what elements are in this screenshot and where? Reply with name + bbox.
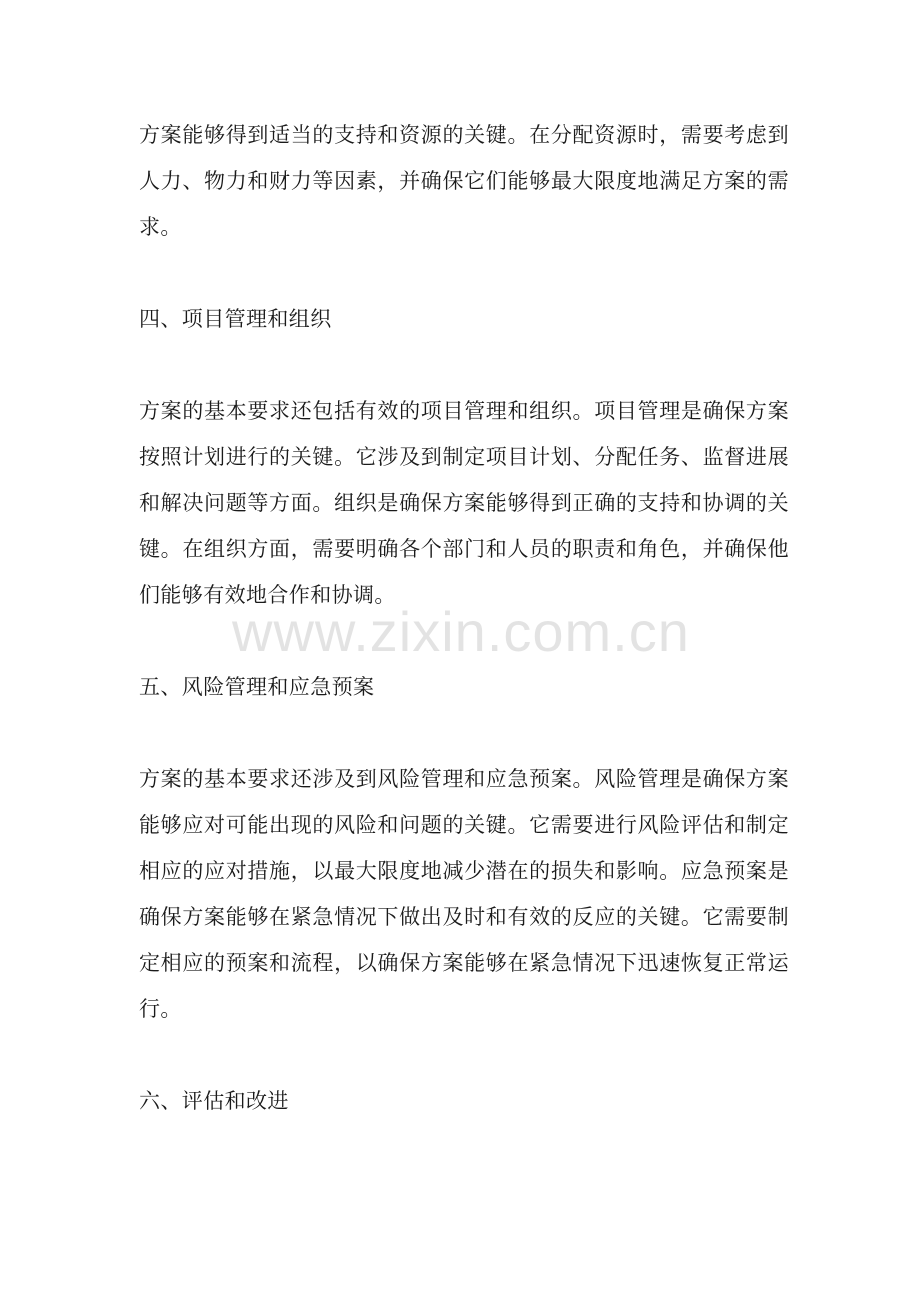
paragraph-spacer	[139, 250, 789, 296]
paragraph-spacer	[139, 710, 789, 756]
section-heading: 四、项目管理和组织	[139, 307, 332, 331]
body-paragraph: 方案能够得到适当的支持和资源的关键。在分配资源时，需要考虑到人力、物力和财力等因素，并确保它们能够最大限度地满足方案的需求。	[139, 123, 789, 239]
paragraph-spacer	[139, 1032, 789, 1078]
paragraph-spacer	[139, 618, 789, 664]
paragraph-spacer	[139, 342, 789, 388]
section-heading: 五、风险管理和应急预案	[139, 675, 375, 699]
section-heading: 六、评估和改进	[139, 1089, 289, 1113]
watermark: www.zixin.com.cn	[232, 600, 690, 663]
body-paragraph: 方案的基本要求还包括有效的项目管理和组织。项目管理是确保方案按照计划进行的关键。它涉及到制定项目计划、分配任务、监督进展和解决问题等方面。组织是确保方案能够得到正确的支持和协调的关键。在组织方面，需要明确各个部门和人员的职责和角色，并确保他们能够有效地合作和协调。	[139, 399, 789, 607]
body-paragraph: 方案的基本要求还涉及到风险管理和应急预案。风险管理是确保方案能够应对可能出现的风险和问题的关键。它需要进行风险评估和制定相应的应对措施，以最大限度地减少潜在的损失和影响。应急预案是确保方案能够在紧急情况下做出及时和有效的反应的关键。它需要制定相应的预案和流程，以确保方案能够在紧急情况下迅速恢复正常运行。	[139, 767, 789, 1021]
document-body	[139, 112, 789, 1124]
